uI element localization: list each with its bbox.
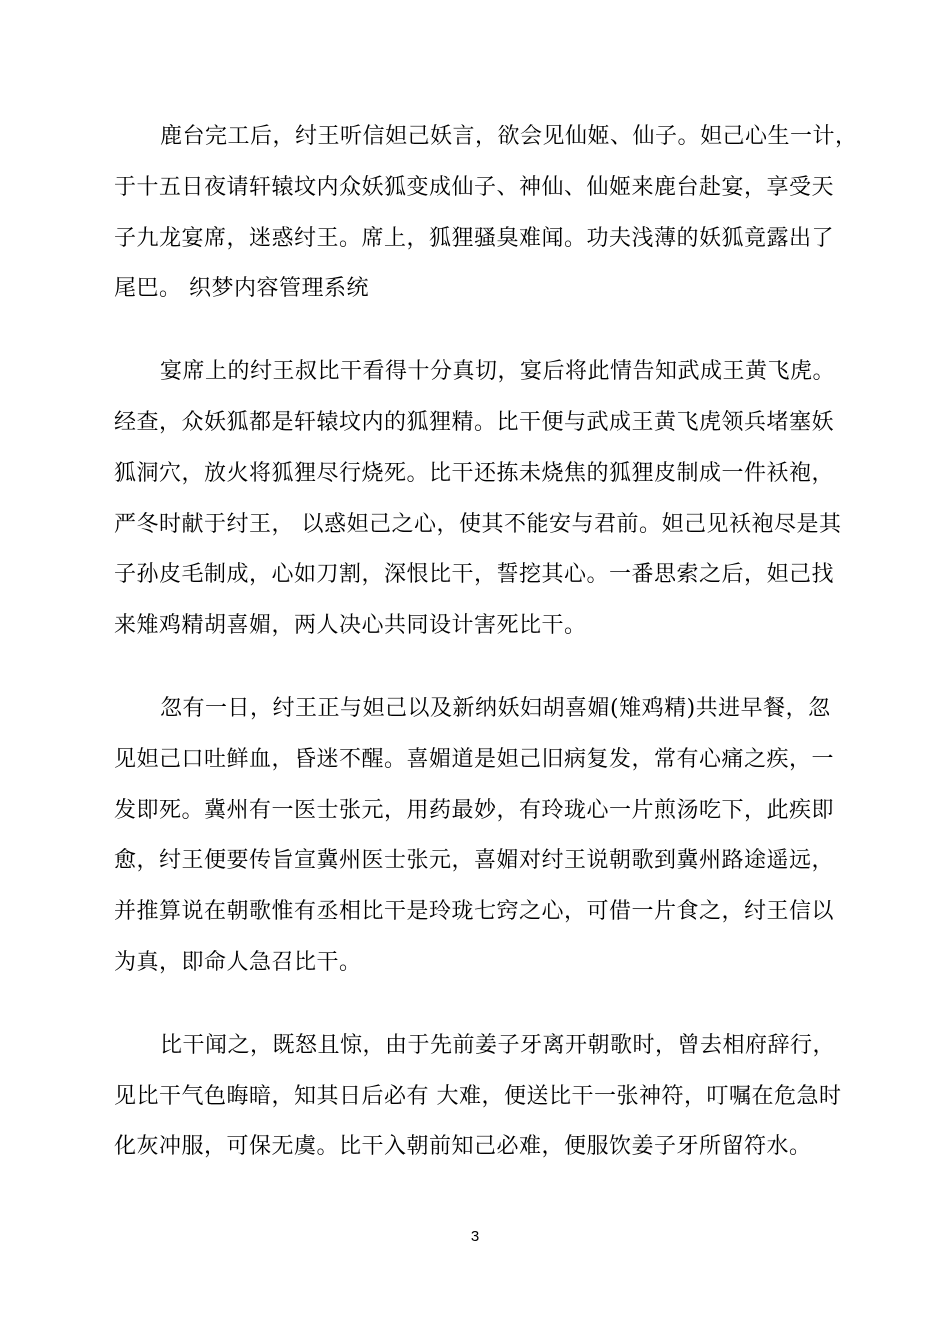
- text-line: 见妲己口吐鲜血，昏迷不醒。喜媚道是妲己旧病复发，常有心痛之疾，一: [114, 746, 835, 772]
- text-line: 比干闻之，既怒且惊，由于先前姜子牙离开朝歌时，曾去相府辞行，: [160, 1032, 836, 1058]
- text-line: 宴席上的纣王叔比干看得十分真切，宴后将此情告知武成王黄飞虎。: [160, 359, 836, 385]
- paragraph-3: [114, 684, 840, 989]
- text-line: 子九龙宴席，迷惑纣王。席上，狐狸骚臭难闻。功夫浅薄的妖狐竟露出了: [114, 225, 835, 251]
- paragraph-2: [114, 347, 840, 652]
- paragraph-1: [114, 112, 858, 315]
- text-line: 来雉鸡精胡喜媚，两人决心共同设计害死比干。: [114, 613, 587, 639]
- text-line: 经查，众妖狐都是轩辕坟内的狐狸精。比干便与武成王黄飞虎领兵堵塞妖: [114, 409, 835, 435]
- text-line: 忽有一日，纣王正与妲己以及新纳妖妇胡喜媚(雉鸡精)共进早餐，忽: [160, 695, 831, 721]
- text-line: 尾巴。 织梦内容管理系统: [114, 276, 369, 302]
- text-line: 子孙皮毛制成，心如刀割，深恨比干，誓挖其心。一番思索之后，妲己找: [114, 562, 835, 588]
- text-line: 发即死。冀州有一医士张元，用药最妙，有玲珑心一片煎汤吃下，此疾即: [114, 797, 835, 823]
- text-line: 化灰冲服，可保无虞。比干入朝前知己必难，便服饮姜子牙所留符水。: [114, 1134, 812, 1160]
- page-number: 3: [470, 1228, 480, 1245]
- text-line: 愈，纣王便要传旨宣冀州医士张元，喜媚对纣王说朝歌到冀州路途遥远，: [114, 848, 835, 874]
- text-line: 严冬时献于纣王， 以惑妲己之心，使其不能安与君前。妲己见袄袍尽是其: [114, 511, 842, 537]
- text-line: 于十五日夜请轩辕坟内众妖狐变成仙子、神仙、仙姬来鹿台赴宴，享受天: [114, 174, 835, 200]
- text-line: 并推算说在朝歌惟有丞相比干是玲珑七窍之心，可借一片食之，纣王信以: [114, 899, 835, 925]
- text-line: 狐洞穴，放火将狐狸尽行烧死。比干还拣未烧焦的狐狸皮制成一件袄袍，: [114, 460, 835, 486]
- body-text: [114, 112, 858, 1205]
- text-line: 鹿台完工后，纣王听信妲己妖言，欲会见仙姬、仙子。妲己心生一计，: [160, 124, 858, 149]
- paragraph-4: [114, 1021, 840, 1173]
- text-line: 见比干气色晦暗，知其日后必有 大难，便送比干一张神符，叮嘱在危急时: [114, 1083, 842, 1109]
- text-line: 为真，即命人急召比干。: [114, 949, 362, 975]
